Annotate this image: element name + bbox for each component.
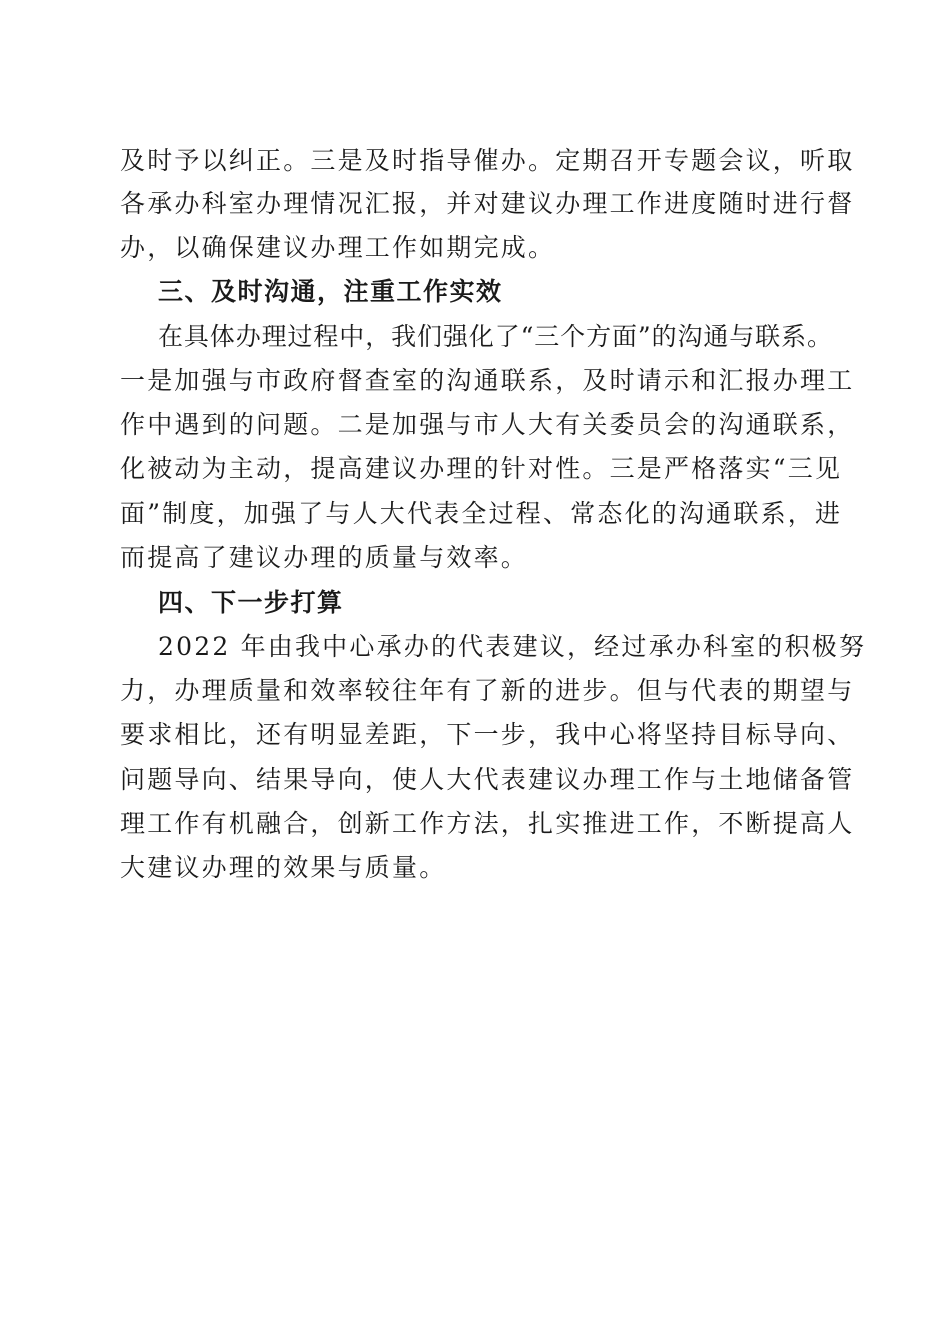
paragraph-line: 作中遇到的问题。二是加强与市人大有关委员会的沟通联系， [120, 410, 855, 439]
paragraph-line: 各承办科室办理情况汇报，并对建议办理工作进度随时进行督 [120, 189, 855, 218]
paragraph-line: 问题导向、结果导向，使人大代表建议办理工作与土地储备管 [120, 765, 855, 794]
paragraph-line: 大建议办理的效果与质量。 [120, 853, 447, 882]
paragraph-line: 而提高了建议办理的质量与效率。 [120, 543, 529, 572]
paragraph-line: 力，办理质量和效率较往年有了新的进步。但与代表的期望与 [120, 676, 855, 705]
paragraph-line: 理工作有机融合，创新工作方法，扎实推进工作，不断提高人 [120, 809, 855, 838]
paragraph-line: 办，以确保建议办理工作如期完成。 [120, 233, 556, 262]
paragraph-line: 在具体办理过程中，我们强化了“三个方面”的沟通与联系。 [158, 322, 833, 351]
paragraph-line: 面”制度，加强了与人大代表全过程、常态化的沟通联系，进 [120, 499, 843, 528]
paragraph-line: 化被动为主动，提高建议办理的针对性。三是严格落实“三见 [120, 454, 843, 483]
section-heading-4: 四、下一步打算 [158, 588, 344, 617]
paragraph-line: 及时予以纠正。三是及时指导催办。定期召开专题会议，听取 [120, 146, 855, 175]
section-heading-3: 三、及时沟通，注重工作实效 [158, 277, 503, 306]
paragraph-line: 2022 年由我中心承办的代表建议，经过承办科室的积极努 [158, 632, 867, 661]
paragraph-line: 一是加强与市政府督查室的沟通联系，及时请示和汇报办理工 [120, 366, 855, 395]
paragraph-line: 要求相比，还有明显差距，下一步，我中心将坚持目标导向、 [120, 720, 855, 749]
